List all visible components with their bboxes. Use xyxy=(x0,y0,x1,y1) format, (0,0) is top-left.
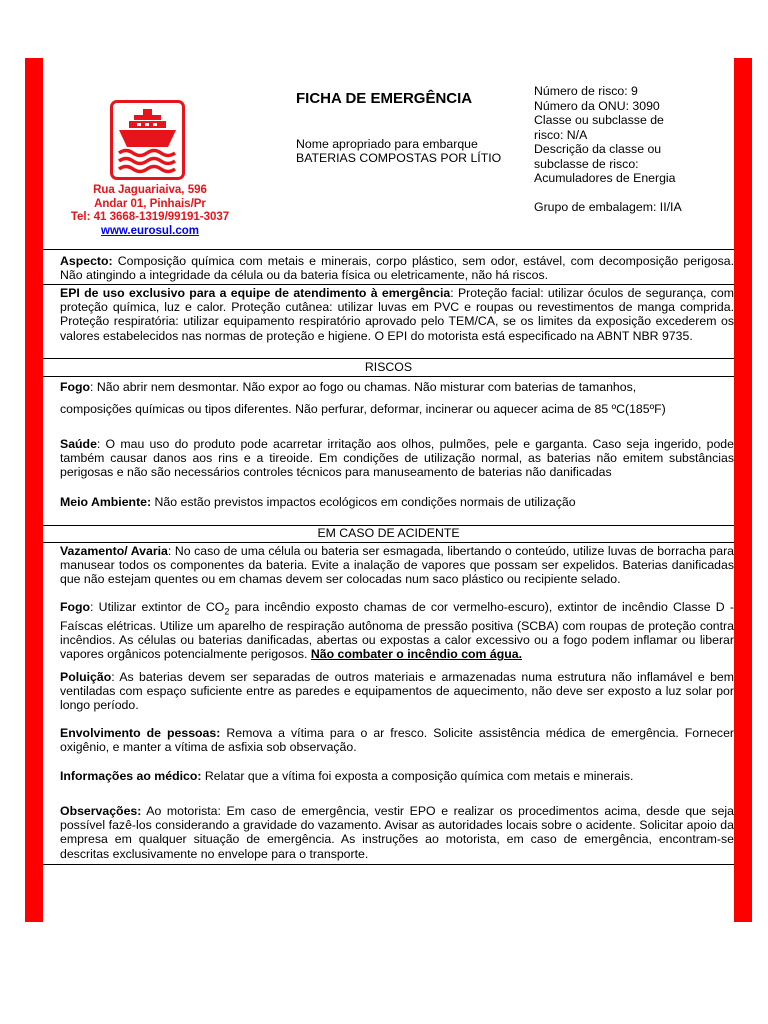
medico-section xyxy=(60,769,734,783)
epi-label: EPI de uso exclusivo para a equipe de atendimento à emergência xyxy=(60,286,451,300)
divider xyxy=(43,864,734,865)
company-address-line1: Rua Jaguariaiva, 596 xyxy=(93,184,207,196)
meio-ambiente-label: Meio Ambiente: xyxy=(60,495,152,509)
onu-number: Número da ONU: 3090 xyxy=(534,98,660,113)
shipping-name-block xyxy=(296,137,501,165)
poluicao-text: : As baterias devem ser separadas de outros materiais e armazenadas numa estrutura não inflamável e bem ventiladas com espaço suficiente entre as paredes e equipamentos de aquecimento, não deve ser exposto a luz solar por longo período. xyxy=(60,670,734,713)
saude-label: Saúde xyxy=(60,437,97,451)
acidente-fogo-section xyxy=(60,600,734,661)
right-red-border xyxy=(734,58,752,922)
saude-section xyxy=(60,437,734,480)
observacoes-label: Observações: xyxy=(60,804,142,818)
vazamento-text: : No caso de uma célula ou bateria ser esmagada, libertando o conteúdo, utilize luvas de borracha para manusear todos os componentes da bateria. Evite a inalação de vapores que possam ser expelidos. Baterias danificadas que não estejam quentes ou em chamas devem ser colocadas num saco plástico ou recipiente selado. xyxy=(60,544,734,587)
meio-ambiente-text: Não estão previstos impactos ecológicos em condições normais de utilização xyxy=(151,495,576,509)
riscos-fogo-line2: composições químicas ou tipos diferentes. Não perfurar, deformar, incinerar ou aquecer acima de 85 ºC(185ºF) xyxy=(60,402,666,417)
company-logo xyxy=(110,100,185,180)
medico-text: Relatar que a vítima foi exposta a composição química com metais e minerais. xyxy=(201,769,634,783)
divider xyxy=(43,284,734,285)
acidente-fogo-text-b: para incêndio exposto chamas de cor vermelho-escuro), extintor de incêndio Classe D - Faíscas elétricas. Utilize um aparelho de respiração autônoma de pressão positiva (SCBA) com roupas de proteção contra incêndios. As células ou baterias danificadas, abertas ou expostas a calor excessivo ou a fogo podem inflamar ou liberar vapores orgânicos potencialmente perigosos. xyxy=(60,600,735,662)
ship-icon xyxy=(113,103,182,177)
observacoes-text: Ao motorista: Em caso de emergência, vestir EPO e realizar os procedimentos acima, desde que seja possível fazê-los considerando a gravidade do vazamento. Avisar as autoridades locais sobre o acidente. Solicitar apoio da empresa em qualquer situação de emergência. As instruções ao motorista, em caso de emergência, encontram-se descritas exclusivamente no envelope para o transporte. xyxy=(60,804,734,861)
shipping-name-label: Nome apropriado para embarque xyxy=(296,137,478,151)
riscos-heading: RISCOS xyxy=(364,360,413,374)
acidente-heading: EM CASO DE ACIDENTE xyxy=(317,526,460,540)
packing-group: Grupo de embalagem: II/IA xyxy=(534,199,682,214)
vazamento-label: Vazamento/ Avaria xyxy=(60,544,168,558)
company-info xyxy=(60,184,240,238)
divider xyxy=(43,249,734,250)
company-website-link[interactable]: www.eurosul.com xyxy=(101,224,199,237)
poluicao-section xyxy=(60,670,734,713)
riscos-fogo-label: Fogo xyxy=(60,380,91,394)
risk-class-line2: risco: N/A xyxy=(534,127,588,142)
riscos-fogo-line1: : Não abrir nem desmontar. Não expor ao fogo ou chamas. Não misturar com baterias de tamanhos, xyxy=(90,380,637,394)
aspecto-section xyxy=(60,254,734,282)
left-red-border xyxy=(25,58,43,922)
observacoes-section xyxy=(60,804,734,861)
fire-water-warning: Não combater o incêndio com água. xyxy=(310,647,523,662)
poluicao-label: Poluição xyxy=(60,670,112,684)
aspecto-text: Composição química com metais e minerais, corpo plástico, sem odor, estável, com decomposição perigosa. Não atingindo a integridade da célula ou da bateria física ou eletricamente, não há riscos. xyxy=(60,254,734,283)
company-phone: Tel: 41 3668-1319/99191-3037 xyxy=(70,211,230,223)
envolvimento-section xyxy=(60,726,734,754)
divider xyxy=(43,542,734,543)
company-address-line2: Andar 01, Pinhais/Pr xyxy=(94,197,206,210)
shipping-name: BATERIAS COMPOSTAS POR LÍTIO xyxy=(296,151,502,165)
envolvimento-text: Remova a vítima para o ar fresco. Solicite assistência médica de emergência. Fornecer oxigênio, e manter a vítima de asfixia sob observação. xyxy=(60,726,735,755)
risk-info-block xyxy=(534,84,724,214)
epi-section xyxy=(60,286,734,343)
vazamento-section xyxy=(60,544,734,587)
divider xyxy=(43,376,734,377)
risk-desc-line1: Descrição da classe ou xyxy=(534,142,662,156)
acidente-fogo-text-a: : Utilizar extintor de CO xyxy=(90,600,225,614)
aspecto-label: Aspecto: xyxy=(60,254,113,268)
envolvimento-label: Envolvimento de pessoas: xyxy=(60,726,221,740)
risk-desc-line3: Acumuladores de Energia xyxy=(534,171,676,185)
medico-label: Informações ao médico: xyxy=(60,769,202,783)
riscos-fogo-section xyxy=(60,380,734,416)
co2-subscript: 2 xyxy=(224,606,230,617)
risk-desc-line2: subclasse de risco: xyxy=(534,156,639,171)
saude-text: : O mau uso do produto pode acarretar irritação aos olhos, pulmões, pele e garganta. Caso seja ingerido, pode também causar danos aos rins e a tireoide. Em condições de utilização normal, as baterias não emitem substâncias perigosas e não são necessários controles técnicos para manuseamento de baterias não danificadas xyxy=(60,437,734,480)
meio-ambiente-section xyxy=(60,495,734,509)
risk-class-line1: Classe ou subclasse de xyxy=(534,113,664,127)
risk-number: Número de risco: 9 xyxy=(534,84,638,98)
epi-text: : Proteção facial: utilizar óculos de segurança, com proteção química, luz e calor. Proteção cutânea: utilizar luvas em PVC e roupas ou revestimentos de manga comprida. Proteção respiratória: utilizar equipamento respiratório aprovado pelo TEM/CA, se os limites da exposição excederem os valores estabelecidos nas normas de proteção e higiene. O EPI do motorista está especificado na ABNT NBR 9735. xyxy=(60,286,734,343)
document-title: FICHA DE EMERGÊNCIA xyxy=(296,90,473,107)
divider xyxy=(43,358,734,359)
acidente-fogo-label: Fogo xyxy=(60,600,91,614)
